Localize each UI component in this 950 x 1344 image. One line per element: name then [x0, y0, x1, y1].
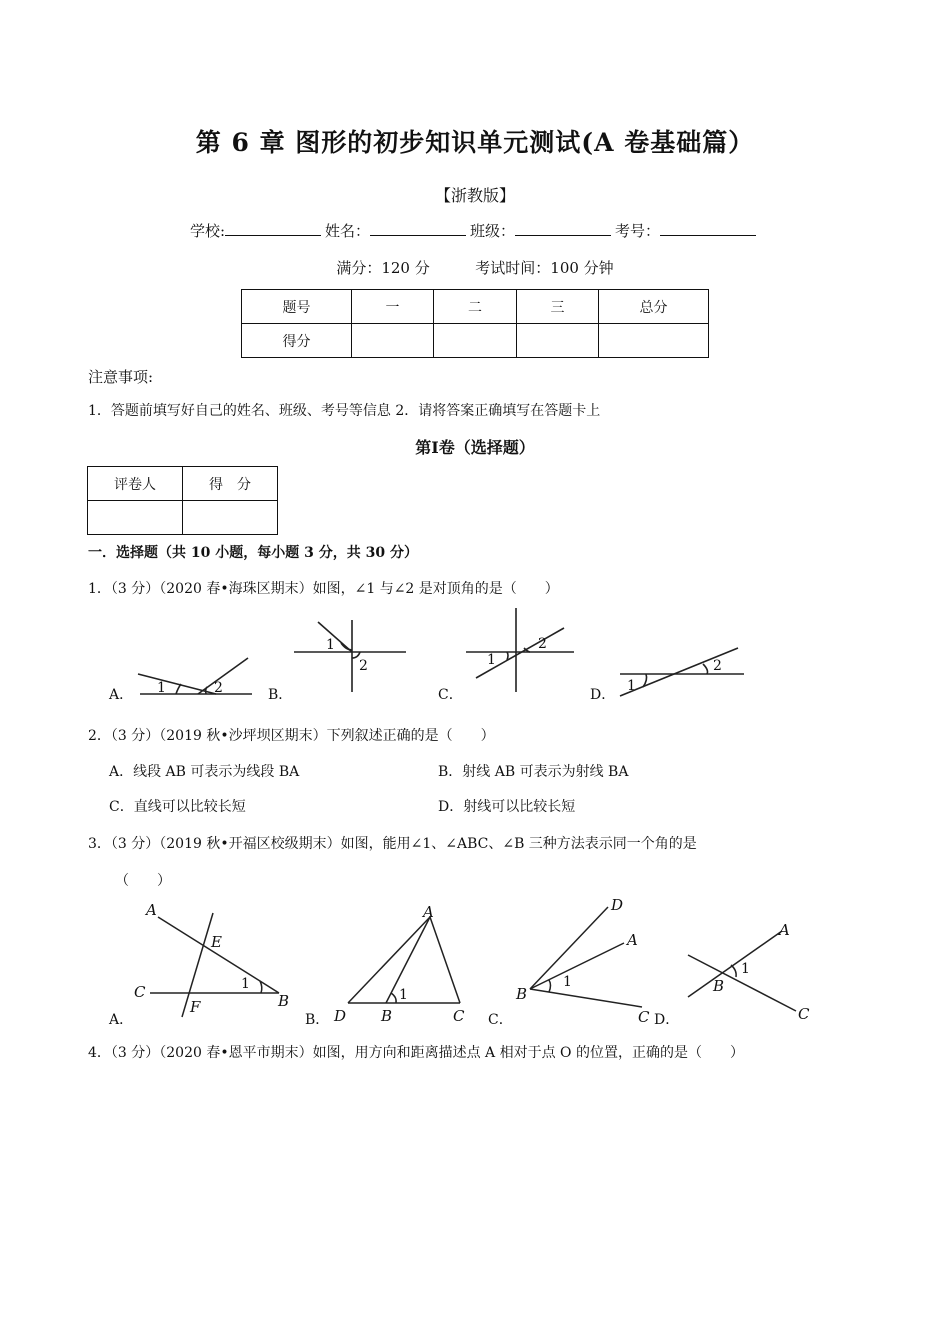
score-input-cell[interactable] [352, 324, 434, 358]
score-cell-header: 总分 [599, 290, 709, 324]
q3c-angle-label: 1 [563, 974, 572, 990]
q3c-line [530, 943, 624, 989]
q3b-line [386, 917, 430, 1003]
q3c-point-label: C [638, 1008, 650, 1026]
q3b-point-label: C [453, 1007, 465, 1025]
q3d-point-label: C [798, 1005, 810, 1023]
q2-option-b[interactable]: B．射线 AB 可表示为射线 BA [438, 764, 629, 780]
score-cell-header: 二 [434, 290, 517, 324]
q3c-arc [549, 980, 551, 992]
score-row-label: 得分 [242, 324, 352, 358]
q2-option-d[interactable]: D．射线可以比较长短 [438, 799, 576, 815]
question-3-figures [0, 895, 950, 1030]
q3a-point-label: E [211, 933, 222, 951]
exam-no-blank[interactable] [660, 221, 756, 236]
q1-option-a[interactable]: A． [109, 687, 134, 703]
q3b-point-label: B [381, 1007, 393, 1025]
score-input-cell[interactable] [599, 324, 709, 358]
grader-header: 得 分 [183, 467, 278, 501]
q3-option-b[interactable]: B． [305, 1012, 330, 1028]
score-table-header-row [242, 290, 709, 324]
question-2-stem: 2．（3 分）（2019 秋•沙坪坝区期末）下列叙述正确的是（ ） [88, 728, 495, 744]
section-title: 第Ⅰ卷（选择题） [415, 438, 535, 457]
q3-option-c[interactable]: C． [488, 1012, 513, 1028]
name-label: 姓名： [325, 222, 371, 240]
q1b-angle-label: 1 [326, 637, 335, 653]
q3a-point-label: B [278, 992, 290, 1010]
student-info-line [0, 220, 950, 241]
question-3-paren: （ ） [115, 873, 171, 889]
q3b-line [348, 917, 430, 1003]
score-cell-header: 题号 [242, 290, 352, 324]
q3b-arc [391, 993, 396, 1003]
score-table [241, 289, 709, 358]
q1b-line [318, 622, 352, 652]
question-1-figures [0, 600, 950, 710]
score-input-cell[interactable] [517, 324, 599, 358]
q3d-angle-label: 1 [741, 961, 750, 977]
q3c-point-label: B [516, 985, 528, 1003]
score-cell-header: 三 [517, 290, 599, 324]
grader-header: 评卷人 [88, 467, 183, 501]
score-table-score-row [242, 324, 709, 358]
q3b-point-label: A [423, 903, 434, 921]
q2-option-c[interactable]: C．直线可以比较长短 [109, 799, 246, 815]
q1c-angle-label: 2 [538, 636, 547, 652]
q3b-point-label: D [334, 1007, 347, 1025]
question-1-stem: 1．（3 分）（2020 春•海珠区期末）如图，∠1 与∠2 是对顶角的是（ ） [88, 581, 559, 597]
school-blank[interactable] [225, 221, 321, 236]
q1-option-c[interactable]: C． [438, 687, 463, 703]
q3c-point-label: D [611, 896, 624, 914]
grader-input-cell[interactable] [183, 501, 278, 535]
score-time-line [0, 257, 950, 278]
question-3-stem: 3．（3 分）（2019 秋•开福区校级期末）如图，能用∠1、∠ABC、∠B 三种方法表示同一个角的是 [88, 836, 697, 852]
q1c-arc [507, 652, 508, 660]
q3-option-d[interactable]: D． [654, 1012, 680, 1028]
exam-no-label: 考号： [615, 222, 661, 240]
notes-heading: 注意事项: [88, 368, 154, 386]
class-label: 班级： [470, 222, 516, 240]
q1a-arc [176, 684, 181, 694]
q3a-point-label: F [190, 998, 201, 1016]
q1a-angle-label: 1 [157, 680, 166, 696]
q1d-angle-label: 1 [627, 678, 636, 694]
notes-item: 1．答题前填写好自己的姓名、班级、考号等信息 2．请将答案正确填写在答题卡上 [88, 403, 601, 419]
name-blank[interactable] [370, 221, 466, 236]
q3b-line [430, 917, 460, 1003]
q1c-angle-label: 1 [487, 652, 496, 668]
q3a-arc [260, 981, 262, 993]
grader-input-cell[interactable] [88, 501, 183, 535]
class-blank[interactable] [515, 221, 611, 236]
page-title: 第 6 章 图形的初步知识单元测试(A 卷基础篇） [195, 128, 755, 157]
question-4-stem: 4．（3 分）（2020 春•恩平市期末）如图，用方向和距离描述点 A 相对于点 O 的位置，正确的是（ ） [88, 1045, 744, 1061]
full-score: 满分：120 分 [336, 259, 430, 277]
q1b-angle-label: 2 [359, 658, 368, 674]
q1a-arc [206, 687, 207, 694]
q3a-point-label: A [146, 901, 157, 919]
q1-option-b[interactable]: B． [268, 687, 293, 703]
exam-time: 考试时间：100 分钟 [475, 259, 614, 277]
q3c-line [530, 989, 642, 1007]
q1d-arc [703, 664, 708, 674]
q3-option-a[interactable]: A． [109, 1012, 134, 1028]
q1d-angle-label: 2 [713, 658, 722, 674]
q3d-point-label: B [713, 977, 725, 995]
q3a-angle-label: 1 [241, 976, 250, 992]
q1a-angle-label: 2 [214, 680, 223, 696]
q1-option-d[interactable]: D． [590, 687, 616, 703]
q3d-point-label: A [779, 921, 790, 939]
q3d-line [688, 931, 782, 997]
q3a-point-label: C [134, 983, 146, 1001]
grader-table [87, 466, 278, 535]
score-input-cell[interactable] [434, 324, 517, 358]
edition-label: 【浙教版】 [434, 186, 515, 205]
q3c-point-label: A [627, 931, 638, 949]
score-cell-header: 一 [352, 290, 434, 324]
q3b-angle-label: 1 [399, 987, 408, 1003]
school-label: 学校: [189, 222, 225, 240]
part-one-heading: 一．选择题（共 10 小题，每小题 3 分，共 30 分） [88, 545, 418, 561]
q2-option-a[interactable]: A．线段 AB 可表示为线段 BA [109, 764, 300, 780]
